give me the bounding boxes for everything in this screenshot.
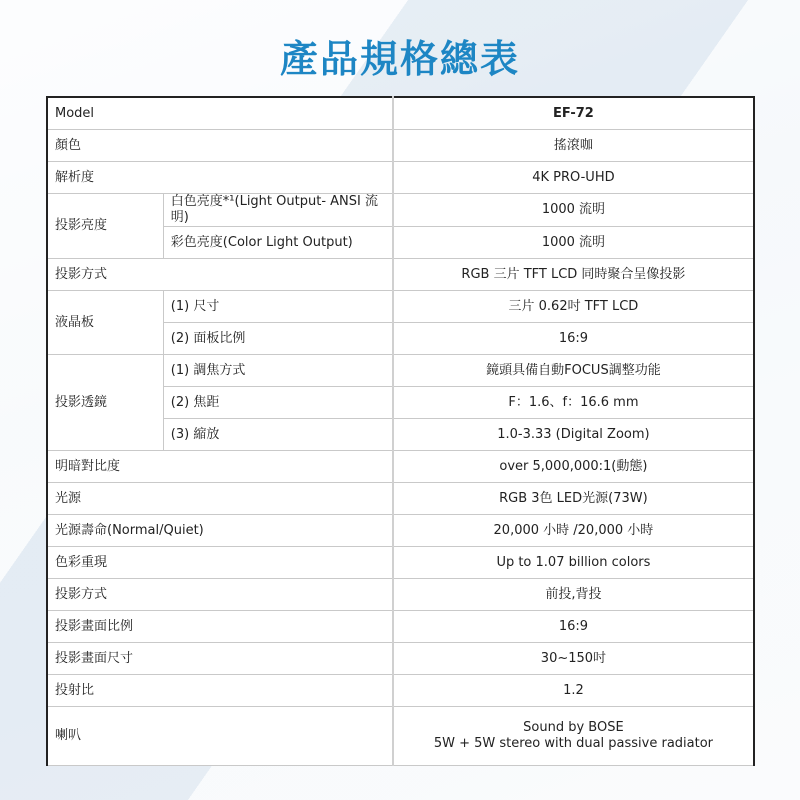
row-label-lcd: 液晶板 xyxy=(47,291,163,355)
row-label-projection-method: 投影方式 xyxy=(47,259,393,291)
row-value-contrast: over 5,000,000:1(動態) xyxy=(393,451,754,483)
row-label-screen-size: 投影畫面尺寸 xyxy=(47,643,393,675)
table-row xyxy=(47,547,754,579)
table-row xyxy=(47,259,754,291)
row-label-projection-mode: 投影方式 xyxy=(47,579,393,611)
row-label-lamp-life: 光源壽命(Normal/Quiet) xyxy=(47,515,393,547)
row-value-lens-focus: 鏡頭具備自動FOCUS調整功能 xyxy=(393,355,754,387)
table-row xyxy=(47,611,754,643)
row-value-lamp-life: 20,000 小時 /20,000 小時 xyxy=(393,515,754,547)
sub-label-lens-zoom: (3) 縮放 xyxy=(163,419,393,451)
table-row xyxy=(47,579,754,611)
table-row xyxy=(47,355,754,387)
row-label-resolution: 解析度 xyxy=(47,162,393,194)
row-value-aspect-ratio: 16:9 xyxy=(393,611,754,643)
row-value-speaker xyxy=(393,707,754,766)
spec-table xyxy=(46,96,755,766)
row-value-throw-ratio: 1.2 xyxy=(393,675,754,707)
sub-label-lens-focal: (2) 焦距 xyxy=(163,387,393,419)
sub-label-lcd-ratio: (2) 面板比例 xyxy=(163,323,393,355)
table-row xyxy=(47,515,754,547)
row-value-color: 搖滾咖 xyxy=(393,130,754,162)
table-row xyxy=(47,162,754,194)
table-row xyxy=(47,643,754,675)
row-label-color: 顏色 xyxy=(47,130,393,162)
row-value-lens-focal: F：1.6、f：16.6 mm xyxy=(393,387,754,419)
row-label-color-reproduction: 色彩重現 xyxy=(47,547,393,579)
row-label-brightness: 投影亮度 xyxy=(47,194,163,259)
speaker-line-1: Sound by BOSE xyxy=(523,720,624,735)
row-value-projection-method: RGB 三片 TFT LCD 同時聚合呈像投影 xyxy=(393,259,754,291)
page-title: 產品規格總表 xyxy=(279,37,520,81)
table-row xyxy=(47,707,754,766)
table-row xyxy=(47,194,754,227)
row-value-resolution: 4K PRO-UHD xyxy=(393,162,754,194)
sub-label-color-brightness: 彩色亮度(Color Light Output) xyxy=(163,227,393,259)
table-row xyxy=(47,675,754,707)
row-value-lcd-ratio: 16:9 xyxy=(393,323,754,355)
row-label-contrast: 明暗對比度 xyxy=(47,451,393,483)
sub-label-lens-focus: (1) 調焦方式 xyxy=(163,355,393,387)
table-row xyxy=(47,451,754,483)
row-value-projection-mode: 前投,背投 xyxy=(393,579,754,611)
table-row xyxy=(47,483,754,515)
row-value-light-source: RGB 3色 LED光源(73W) xyxy=(393,483,754,515)
table-row xyxy=(47,130,754,162)
row-value-color-reproduction: Up to 1.07 billion colors xyxy=(393,547,754,579)
row-value-lens-zoom: 1.0-3.33 (Digital Zoom) xyxy=(393,419,754,451)
row-value-model: EF-72 xyxy=(393,97,754,130)
row-label-throw-ratio: 投射比 xyxy=(47,675,393,707)
row-value-white-brightness: 1000 流明 xyxy=(393,194,754,227)
sub-label-lcd-size: (1) 尺寸 xyxy=(163,291,393,323)
row-label-lens: 投影透鏡 xyxy=(47,355,163,451)
row-label-speaker: 喇叭 xyxy=(47,707,393,766)
table-row xyxy=(47,291,754,323)
speaker-line-2: 5W + 5W stereo with dual passive radiator xyxy=(433,736,714,751)
row-label-aspect-ratio: 投影畫面比例 xyxy=(47,611,393,643)
row-value-lcd-size: 三片 0.62吋 TFT LCD xyxy=(393,291,754,323)
row-label-model: Model xyxy=(47,97,393,130)
row-label-light-source: 光源 xyxy=(47,483,393,515)
table-row xyxy=(47,97,754,130)
sub-label-white-brightness: 白色亮度*¹(Light Output- ANSI 流明) xyxy=(163,194,393,227)
row-value-color-brightness: 1000 流明 xyxy=(393,227,754,259)
row-value-screen-size: 30~150吋 xyxy=(393,643,754,675)
